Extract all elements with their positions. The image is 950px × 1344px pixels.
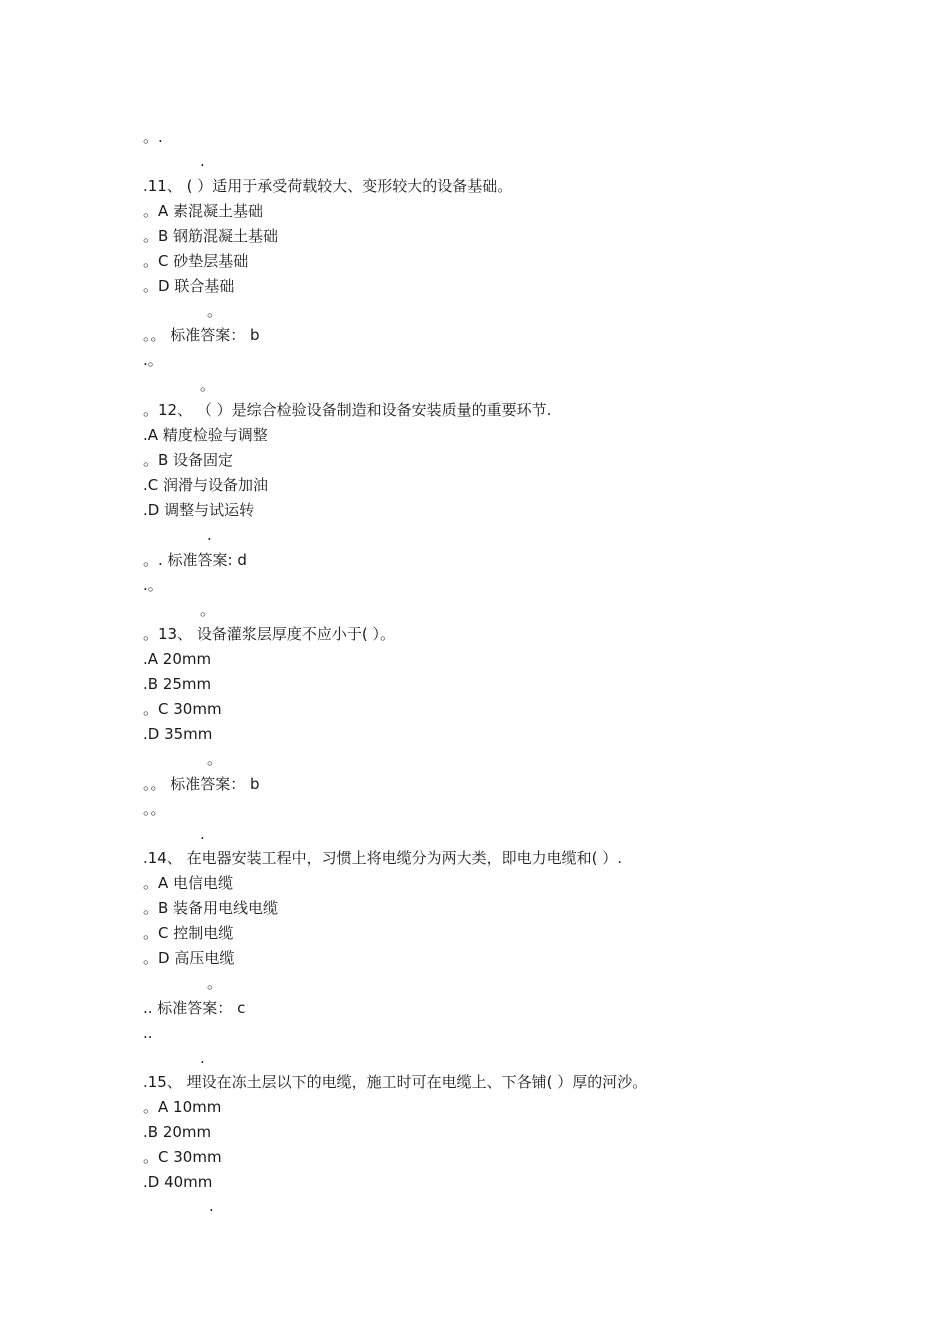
option-d: .D 35mm [143, 725, 213, 743]
question-15: .15、 埋设在冻土层以下的电缆，施工时可在电缆上、下各铺( ）厚的河沙。 [143, 1073, 648, 1091]
option-c: 。C 30mm [143, 700, 222, 718]
separator: .. [143, 1024, 153, 1042]
option-c: .C 润滑与设备加油 [143, 476, 269, 494]
option-d: .D 调整与试运转 [143, 501, 255, 519]
standard-answer: 。。 标准答案： b [143, 775, 260, 793]
option-b: 。B 钢筋混凝土基础 [143, 227, 279, 245]
separator: . [207, 526, 212, 544]
separator: 。 [200, 376, 216, 394]
standard-answer: 。。 标准答案： b [143, 326, 260, 344]
separator: . [200, 1049, 205, 1067]
line-2: . [200, 152, 205, 170]
question-14: .14、 在电器安装工程中，习惯上将电缆分为两大类，即电力电缆和( ）. [143, 849, 623, 867]
option-a: .A 20mm [143, 650, 212, 668]
separator: . [209, 1197, 214, 1215]
option-c: 。C 30mm [143, 1148, 222, 1166]
option-d: 。D 联合基础 [143, 277, 235, 295]
separator: 。 [200, 601, 216, 619]
option-a: 。A 素混凝土基础 [143, 202, 264, 220]
option-c: 。C 控制电缆 [143, 924, 234, 942]
separator: .。 [143, 351, 163, 369]
option-b: 。B 装备用电线电缆 [143, 899, 279, 917]
option-a: 。A 10mm [143, 1098, 222, 1116]
separator: 。 [207, 750, 223, 768]
standard-answer: 。. 标准答案: d [143, 551, 247, 569]
question-11: .11、 ( ）适用于承受荷载较大、变形较大的设备基础。 [143, 177, 513, 195]
separator: 。。 [143, 800, 166, 818]
separator: .。 [143, 576, 163, 594]
option-b: .B 25mm [143, 675, 212, 693]
option-a: 。A 电信电缆 [143, 874, 234, 892]
separator: . [200, 825, 205, 843]
separator: 。 [207, 974, 223, 992]
option-a: .A 精度检验与调整 [143, 426, 268, 444]
question-12: 。12、 （ ）是综合检验设备制造和设备安装质量的重要环节. [143, 401, 552, 419]
option-d: 。D 高压电缆 [143, 949, 235, 967]
option-d: .D 40mm [143, 1173, 213, 1191]
option-b: 。B 设备固定 [143, 451, 234, 469]
standard-answer: .. 标准答案： c [143, 999, 246, 1017]
question-13: 。13、 设备灌浆层厚度不应小于( ）。 [143, 625, 395, 643]
option-c: 。C 砂垫层基础 [143, 252, 249, 270]
separator: 。 [207, 302, 223, 320]
line-1: 。. [143, 128, 163, 146]
option-b: .B 20mm [143, 1123, 212, 1141]
